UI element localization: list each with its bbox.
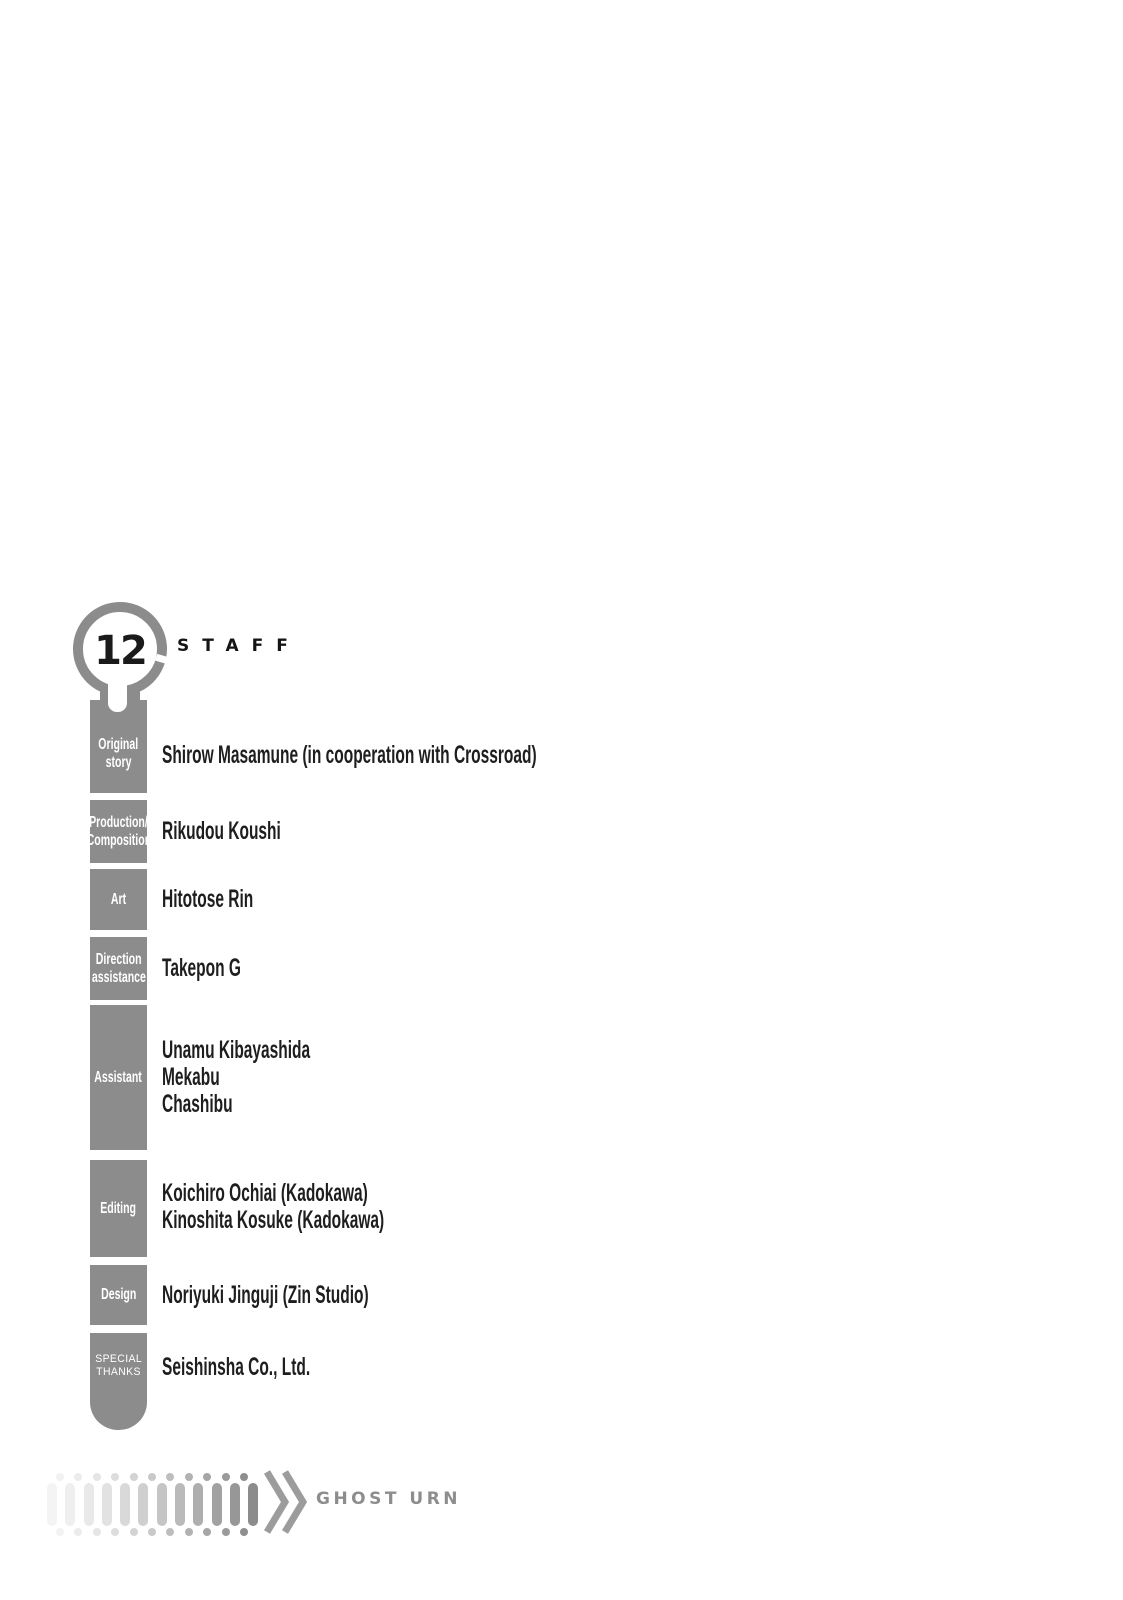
capsule-bar-icon [157,1483,167,1526]
ghost-urn-logo: GHOST URN [316,1489,462,1509]
credit-row [0,800,1123,863]
dot-icon [222,1528,230,1536]
capsule-bar-icon [248,1483,258,1526]
dot-icon [56,1473,64,1481]
capsule-bar-icon [193,1483,203,1526]
dot-icon [185,1528,193,1536]
role-label: Assistant [94,1068,143,1086]
credit-names [162,955,289,982]
role-label: Art [110,890,127,908]
capsule-bar-icon [230,1483,240,1526]
dot-icon [203,1473,211,1481]
credit-row [0,1265,1123,1325]
role-badge [90,1265,147,1325]
footer-top-dots [56,1473,248,1481]
dot-icon [93,1528,101,1536]
credit-row [0,1333,1123,1430]
capsule-bar-icon [65,1483,75,1526]
credit-names [162,1037,401,1118]
role-badge [86,800,151,863]
role-label: Design [100,1286,137,1303]
dot-icon [240,1473,248,1481]
dot-icon [203,1528,211,1536]
dot-icon [148,1473,156,1481]
capsule-bar-icon [120,1483,130,1526]
credit-name: Kinoshita Kosuke (Kadokawa) [162,1206,385,1234]
capsule-bar-icon [175,1483,185,1526]
capsule-bar-icon [138,1483,148,1526]
role-badge [90,1160,147,1257]
dot-icon [111,1473,119,1481]
dot-icon [93,1473,101,1481]
dot-icon [166,1473,174,1481]
page-title: STAFF [177,636,301,656]
role-badge [90,937,147,1000]
dot-icon [111,1528,119,1536]
credit-row [0,1160,1123,1257]
credit-name: Takepon G [162,954,241,982]
dot-icon [166,1528,174,1536]
credit-name: Noriyuki Jinguji (Zin Studio) [162,1281,369,1309]
credit-row [0,1005,1123,1150]
capsule-bar-icon [84,1483,94,1526]
role-label: Composition [86,831,151,849]
role-label: Editing [100,1199,137,1217]
credit-names [162,1282,495,1309]
credit-name: Mekabu [162,1063,220,1091]
dot-icon [185,1473,193,1481]
capsule-bar-icon [102,1483,112,1526]
dot-icon [240,1528,248,1536]
credit-name: Chashibu [162,1090,233,1118]
credit-names [162,886,309,913]
role-label: Original [98,735,139,753]
credit-names [162,818,354,845]
dot-icon [222,1473,230,1481]
role-label: story [105,753,132,771]
credit-row [0,869,1123,930]
credit-names [162,742,766,769]
footer-capsule-bars [47,1483,258,1526]
capsule-bar-icon [212,1483,222,1526]
role-label: THANKS [96,1366,141,1378]
dot-icon [56,1528,64,1536]
credit-names [162,1354,401,1381]
credit-name: Shirow Masamune (in cooperation with Crossroad) [162,741,537,769]
dot-icon [130,1473,138,1481]
capsule-bar-icon [47,1483,57,1526]
double-chevron-icon [262,1468,314,1538]
credit-name: Seishinsha Co., Ltd. [162,1353,311,1381]
chapter-badge [60,595,180,725]
dot-icon [74,1528,82,1536]
chapter-number: 12 [94,628,146,674]
dot-icon [130,1528,138,1536]
credit-row [0,937,1123,1000]
role-badge [90,1005,147,1150]
credit-names [162,1180,520,1234]
credit-name: Hitotose Rin [162,885,254,913]
role-label: assistance [91,968,146,986]
footer-bottom-dots [56,1528,248,1536]
badge-keyhole-notch [108,672,127,712]
role-label: Production/ [89,813,148,831]
credit-name: Rikudou Koushi [162,817,281,845]
dot-icon [148,1528,156,1536]
dot-icon [74,1473,82,1481]
role-badge [90,1333,147,1430]
role-label: Direction [95,950,142,968]
role-badge [90,869,147,930]
role-label: SPECIAL [95,1353,142,1365]
credit-name: Koichiro Ochiai (Kadokawa) [162,1179,368,1207]
credit-name: Unamu Kibayashida [162,1036,311,1064]
